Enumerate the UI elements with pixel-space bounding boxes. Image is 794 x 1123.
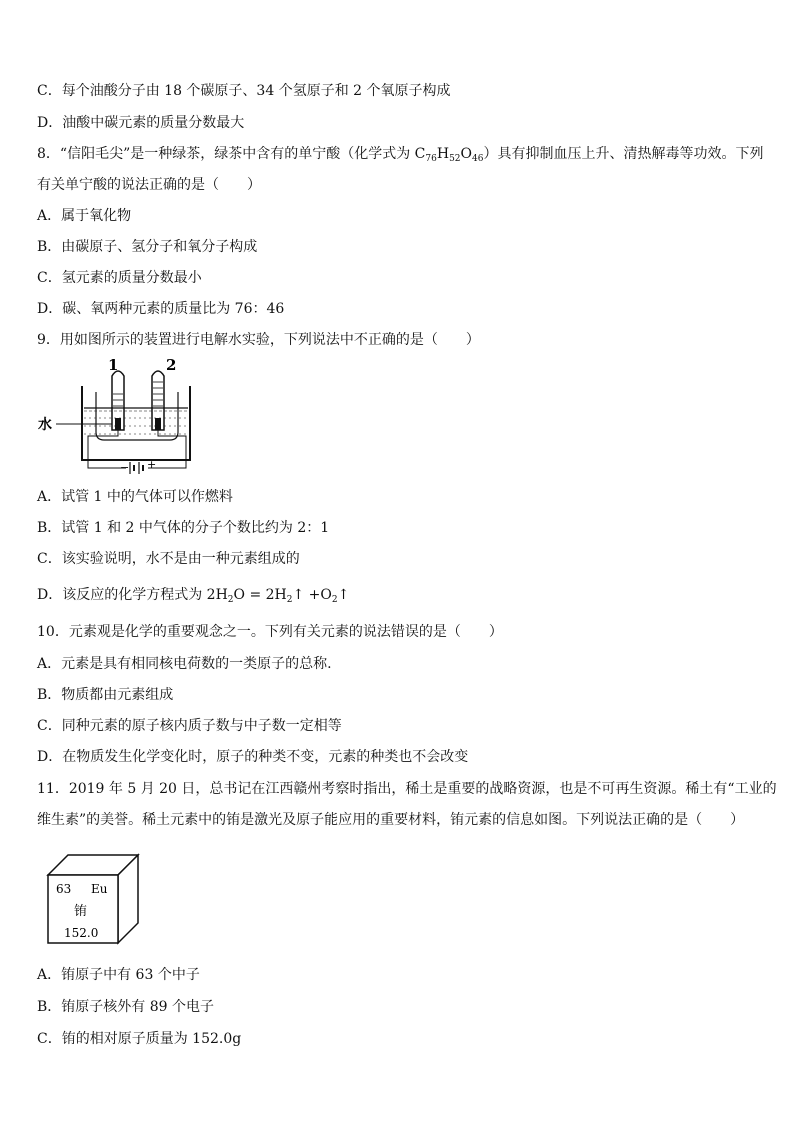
inner-tray — [96, 392, 178, 440]
q8-option-c: C．氢元素的质量分数最小 — [37, 270, 202, 286]
atomic-mass: 152.0 — [64, 926, 99, 940]
q9-option-d-sub-3: 2 — [331, 595, 338, 605]
q11-option-a: A．铕原子中有 63 个中子 — [37, 967, 200, 983]
q9-option-d-text-b: O = 2H — [233, 587, 287, 603]
q9-option-d-sub-1: 2 — [227, 595, 234, 605]
q11-option-b: B．铕原子核外有 89 个电子 — [37, 999, 215, 1015]
q9-option-d — [37, 586, 349, 609]
q8-stem-text-a: 8．“信阳毛尖”是一种绿茶，绿茶中含有的单宁酸（化学式为 C — [37, 146, 426, 162]
q10-option-a: A．元素是具有相同核电荷数的一类原子的总称. — [37, 656, 332, 672]
tube-2-label: 2 — [166, 356, 177, 374]
electrode-2 — [155, 418, 161, 430]
q10-option-d: D．在物质发生化学变化时，原子的种类不变，元素的种类也不会改变 — [37, 749, 469, 765]
electrolysis-apparatus-figure — [36, 356, 206, 474]
atomic-number: 63 — [56, 882, 72, 896]
battery-plus-label: + — [147, 458, 157, 471]
basin-outline — [82, 386, 190, 460]
q9-option-d-sub-2: 2 — [286, 595, 293, 605]
q8-formula-h: H — [436, 146, 450, 162]
q8-stem-line1 — [37, 145, 763, 168]
q11-stem-line1: 11．2019 年 5 月 20 日，总书记在江西赣州考察时指出，稀土是重要的战略资源，也是不可再生资源。稀土有“工业的 — [37, 781, 777, 797]
q9-option-b: B．试管 1 和 2 中气体的分子个数比约为 2：1 — [37, 520, 330, 536]
q8-formula-sub-o: 46 — [472, 154, 484, 164]
q10-stem: 10．元素观是化学的重要观念之一。下列有关元素的说法错误的是（ ） — [37, 624, 503, 640]
q8-formula-o: O — [460, 146, 472, 162]
element-symbol: Eu — [91, 882, 108, 896]
q8-formula-sub-c: 76 — [425, 154, 437, 164]
q9-stem: 9．用如图所示的装置进行电解水实验，下列说法中不正确的是（ ） — [37, 332, 480, 348]
element-name: 铕 — [74, 904, 88, 919]
q8-option-b: B．由碳原子、氢分子和氧分子构成 — [37, 239, 258, 255]
tube-1-label: 1 — [108, 356, 119, 374]
q9-option-d-text-a: D．该反应的化学方程式为 2H — [37, 587, 228, 603]
electrode-1 — [115, 418, 121, 430]
q10-option-c: C．同种元素的原子核内质子数与中子数一定相等 — [37, 718, 342, 734]
q9-option-c: C．该实验说明，水不是由一种元素组成的 — [37, 551, 300, 567]
q9-option-d-text-d: ↑ — [337, 587, 350, 603]
europium-element-card — [46, 853, 142, 947]
q8-option-d: D．碳、氧两种元素的质量比为 76：46 — [37, 301, 285, 317]
q7-option-d: D．油酸中碳元素的质量分数最大 — [37, 115, 245, 131]
q7-option-c: C．每个油酸分子由 18 个碳原子、34 个氢原子和 2 个氧原子构成 — [37, 83, 451, 99]
q8-formula-sub-h: 52 — [449, 154, 461, 164]
q8-stem-text-b: ）具有抑制血压上升、清热解毒等功效。下列 — [483, 146, 764, 162]
q9-option-d-text-c: ↑ +O — [292, 587, 332, 603]
q9-option-a: A．试管 1 中的气体可以作燃料 — [37, 489, 233, 505]
water-label: 水 — [38, 417, 52, 433]
q8-option-a: A．属于氧化物 — [37, 208, 132, 224]
battery-minus-label: − — [120, 461, 130, 474]
q11-stem-line2: 维生素”的美誉。稀土元素中的铕是激光及原子能应用的重要材料，铕元素的信息如图。下列说法正确的是（ ） — [37, 812, 745, 828]
q8-stem-line2: 有关单宁酸的说法正确的是（ ） — [37, 177, 261, 193]
q10-option-b: B．物质都由元素组成 — [37, 687, 174, 703]
q11-option-c: C．铕的相对原子质量为 152.0g — [37, 1031, 242, 1047]
